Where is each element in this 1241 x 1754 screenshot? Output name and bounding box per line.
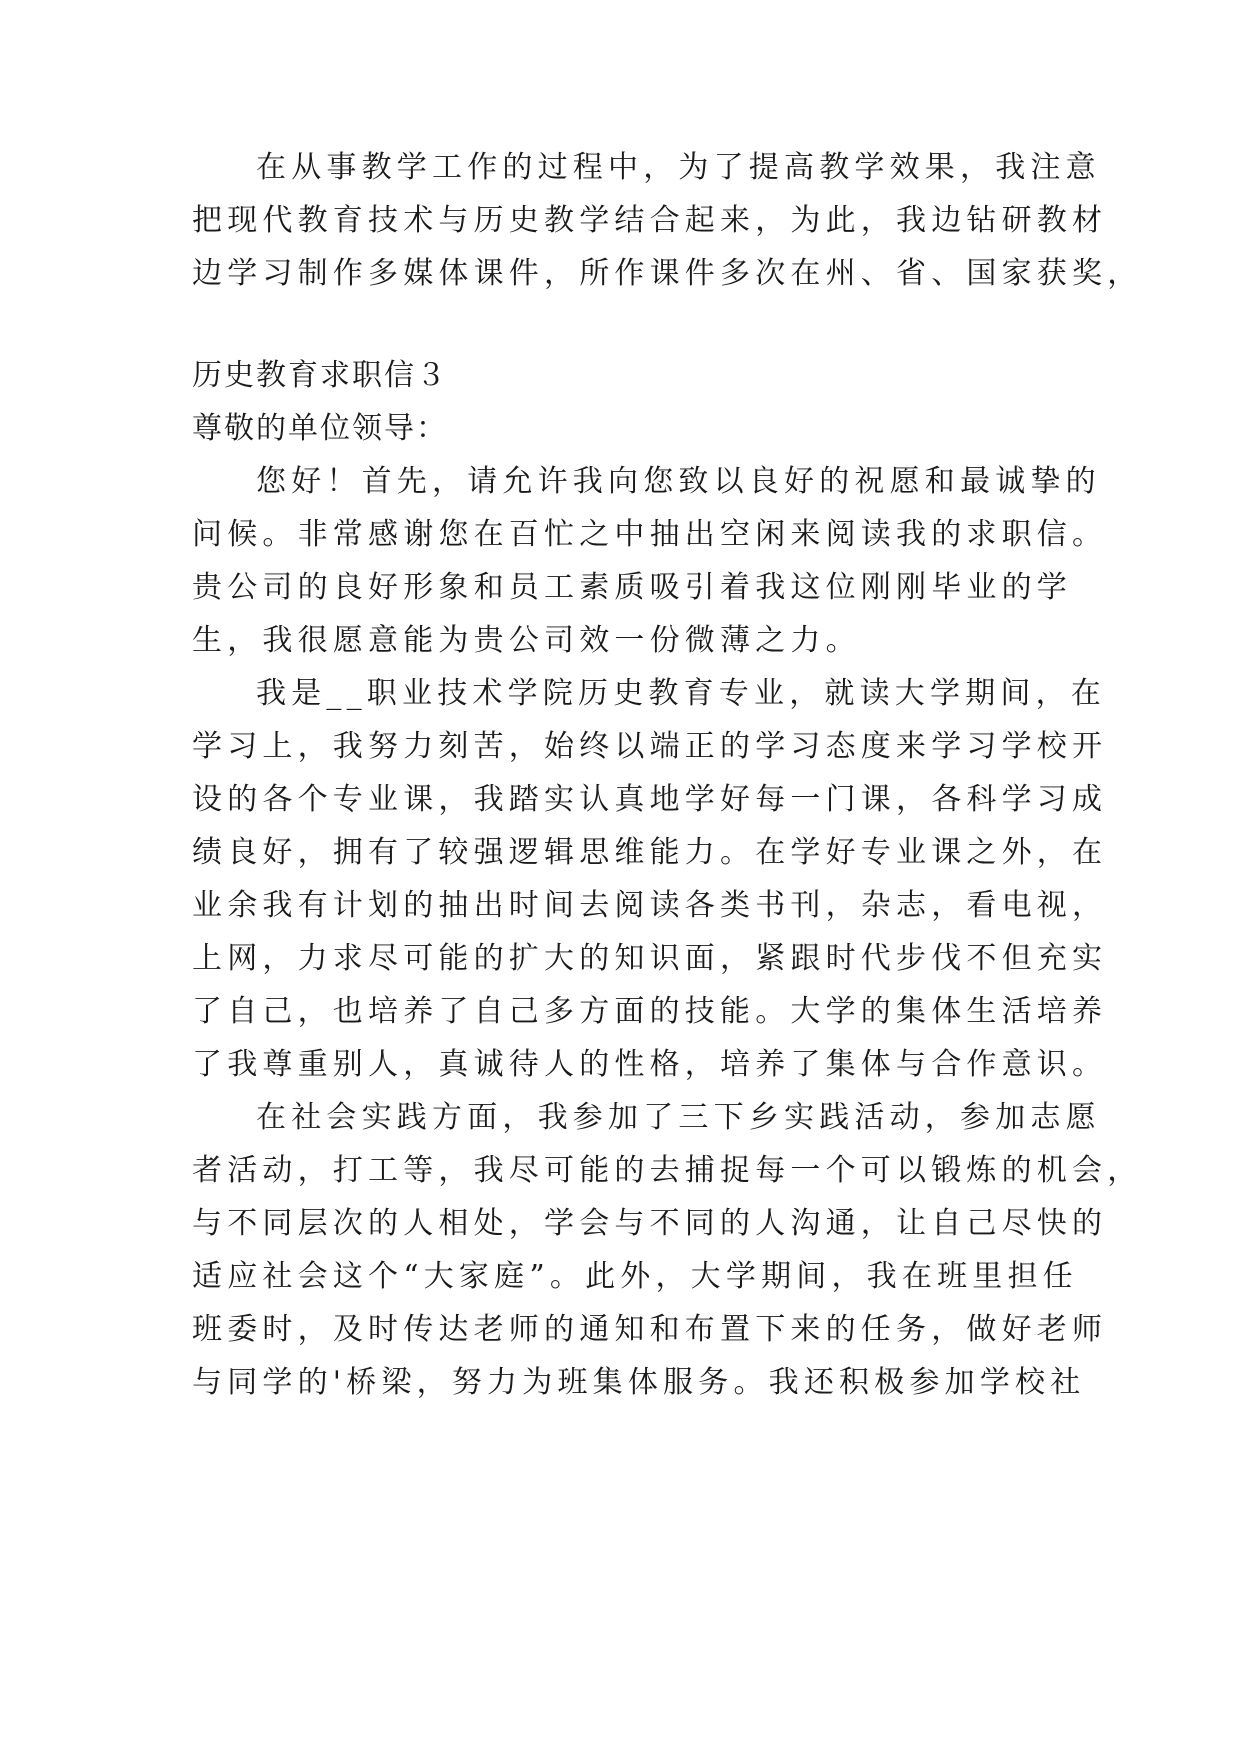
body-text-line: 问候。非常感谢您在百忙之中抽出空闲来阅读我的求职信。 (192, 517, 1108, 552)
body-text-line: 绩良好，拥有了较强逻辑思维能力。在学好专业课之外，在 (192, 835, 1108, 870)
body-text-line: 了自己，也培养了自己多方面的技能。大学的集体生活培养 (192, 994, 1108, 1029)
body-text-line: 把现代教育技术与历史教学结合起来，为此，我边钻研教材 (192, 203, 1108, 238)
body-text-line: 学习上，我努力刻苦，始终以端正的学习态度来学习学校开 (192, 729, 1108, 764)
body-text-line: 设的各个专业课，我踏实认真地学好每一门课，各科学习成 (192, 782, 1108, 817)
body-text-line: 业余我有计划的抽出时间去阅读各类书刊，杂志，看电视， (192, 888, 1108, 923)
body-text-line: 班委时，及时传达老师的通知和布置下来的任务，做好老师 (192, 1312, 1108, 1347)
body-text-line: 生，我很愿意能为贵公司效一份微薄之力。 (192, 623, 861, 658)
document-heading: 历史教育求职信３ (192, 358, 448, 393)
body-text-line: 在从事教学工作的过程中，为了提高教学效果，我注意 (256, 150, 1101, 185)
body-text-line: 在社会实践方面，我参加了三下乡实践活动，参加志愿 (256, 1100, 1101, 1135)
body-text-line: 者活动，打工等，我尽可能的去捕捉每一个可以锻炼的机会， (192, 1153, 1143, 1188)
body-text-line: 与不同层次的人相处，学会与不同的人沟通，让自己尽快的 (192, 1206, 1108, 1241)
body-text-line: 上网，力求尽可能的扩大的知识面，紧跟时代步伐不但充实 (192, 941, 1108, 976)
body-text-line: 边学习制作多媒体课件，所作课件多次在州、省、国家获奖， (192, 256, 1143, 291)
body-text-line: 您好！首先，请允许我向您致以良好的祝愿和最诚挚的 (256, 464, 1101, 499)
salutation: 尊敬的单位领导： (192, 411, 448, 446)
body-text-line: 了我尊重别人，真诚待人的性格，培养了集体与合作意识。 (192, 1047, 1108, 1082)
body-text-line: 我是__职业技术学院历史教育专业，就读大学期间，在 (256, 676, 1106, 711)
body-text-line: 适应社会这个“大家庭”。此外，大学期间，我在班里担任 (192, 1259, 1078, 1294)
body-text-line: 与同学的'桥梁，努力为班集体服务。我还积极参加学校社 (192, 1365, 1086, 1400)
body-text-line: 贵公司的良好形象和员工素质吸引着我这位刚刚毕业的学 (192, 570, 1072, 605)
